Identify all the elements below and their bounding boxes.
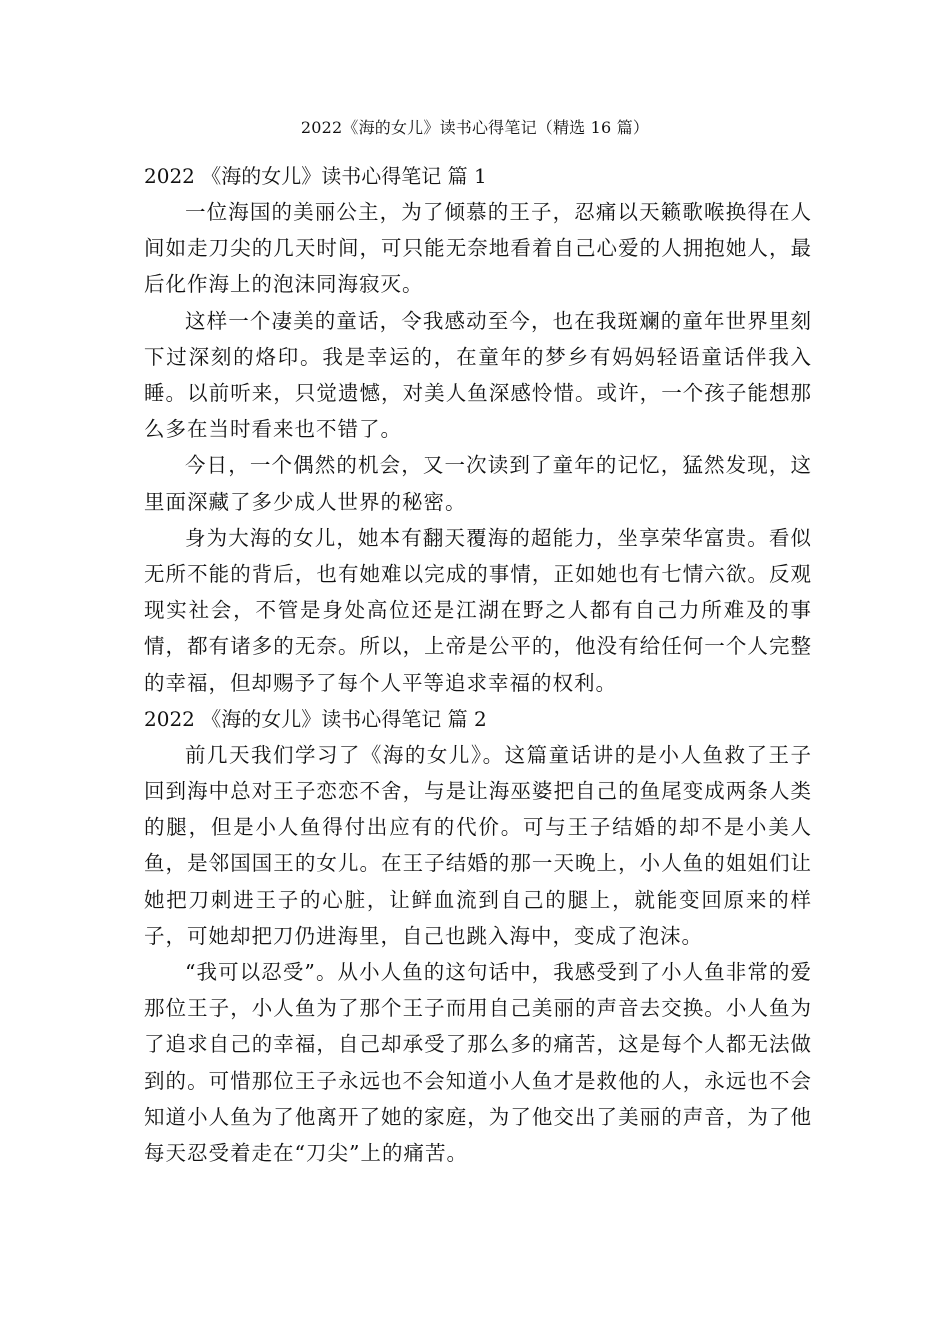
section-1 [144, 158, 812, 701]
section-2 [144, 701, 812, 1171]
paragraph: 今日，一个偶然的机会，又一次读到了童年的记忆，猛然发现，这里面深藏了多少成人世界的秘密。 [144, 453, 812, 514]
document-title: 2022《海的女儿》读书心得笔记（精选 16 篇） [300, 118, 650, 137]
paragraph: 这样一个凄美的童话，令我感动至今，也在我斑斓的童年世界里刻下过深刻的烙印。我是幸运的，在童年的梦乡有妈妈轻语童话伴我入睡。以前听来，只觉遗憾，对美人鱼深感怜惜。或许，一个孩子能想那么多在当时看来也不错了。 [144, 308, 812, 442]
paragraph: 前几天我们学习了《海的女儿》。这篇童话讲的是小人鱼救了王子回到海中总对王子恋恋不舍，与是让海巫婆把自己的鱼尾变成两条人类的腿，但是小人鱼得付出应有的代价。可与王子结婚的却不是小美人鱼，是邻国国王的女儿。在王子结婚的那一天晚上，小人鱼的姐姐们让她把刀刺进王子的心脏，让鲜血流到自己的腿上，就能变回原来的样子，可她却把刀仍进海里，自己也跳入海中，变成了泡沫。 [144, 742, 812, 948]
section-heading: 2022 《海的女儿》读书心得笔记 篇 1 [144, 164, 487, 188]
paragraph: 一位海国的美丽公主，为了倾慕的王子，忍痛以天籁歌喉换得在人间如走刀尖的几天时间，可只能无奈地看着自己心爱的人拥抱她人，最后化作海上的泡沫同海寂灭。 [144, 200, 812, 297]
paragraph: “我可以忍受”。从小人鱼的这句话中，我感受到了小人鱼非常的爱那位王子，小人鱼为了那个王子而用自己美丽的声音去交换。小人鱼为了追求自己的幸福，自己却承受了那么多的痛苦，这是每个人都无法做到的。可惜那位王子永远也不会知道小人鱼才是救他的人，永远也不会知道小人鱼为了他离开了她的家庭，为了他交出了美丽的声音，为了他每天忍受着走在“刀尖”上的痛苦。 [144, 960, 812, 1166]
document-body [144, 158, 812, 1171]
paragraph: 身为大海的女儿，她本有翻天覆海的超能力，坐享荣华富贵。看似无所不能的背后，也有她难以完成的事情，正如她也有七情六欲。反观现实社会，不管是身处高位还是江湖在野之人都有自己力所难及的事情，都有诸多的无奈。所以，上帝是公平的，他没有给任何一个人完整的幸福，但却赐予了每个人平等追求幸福的权利。 [144, 525, 812, 695]
section-heading: 2022 《海的女儿》读书心得笔记 篇 2 [144, 706, 487, 731]
